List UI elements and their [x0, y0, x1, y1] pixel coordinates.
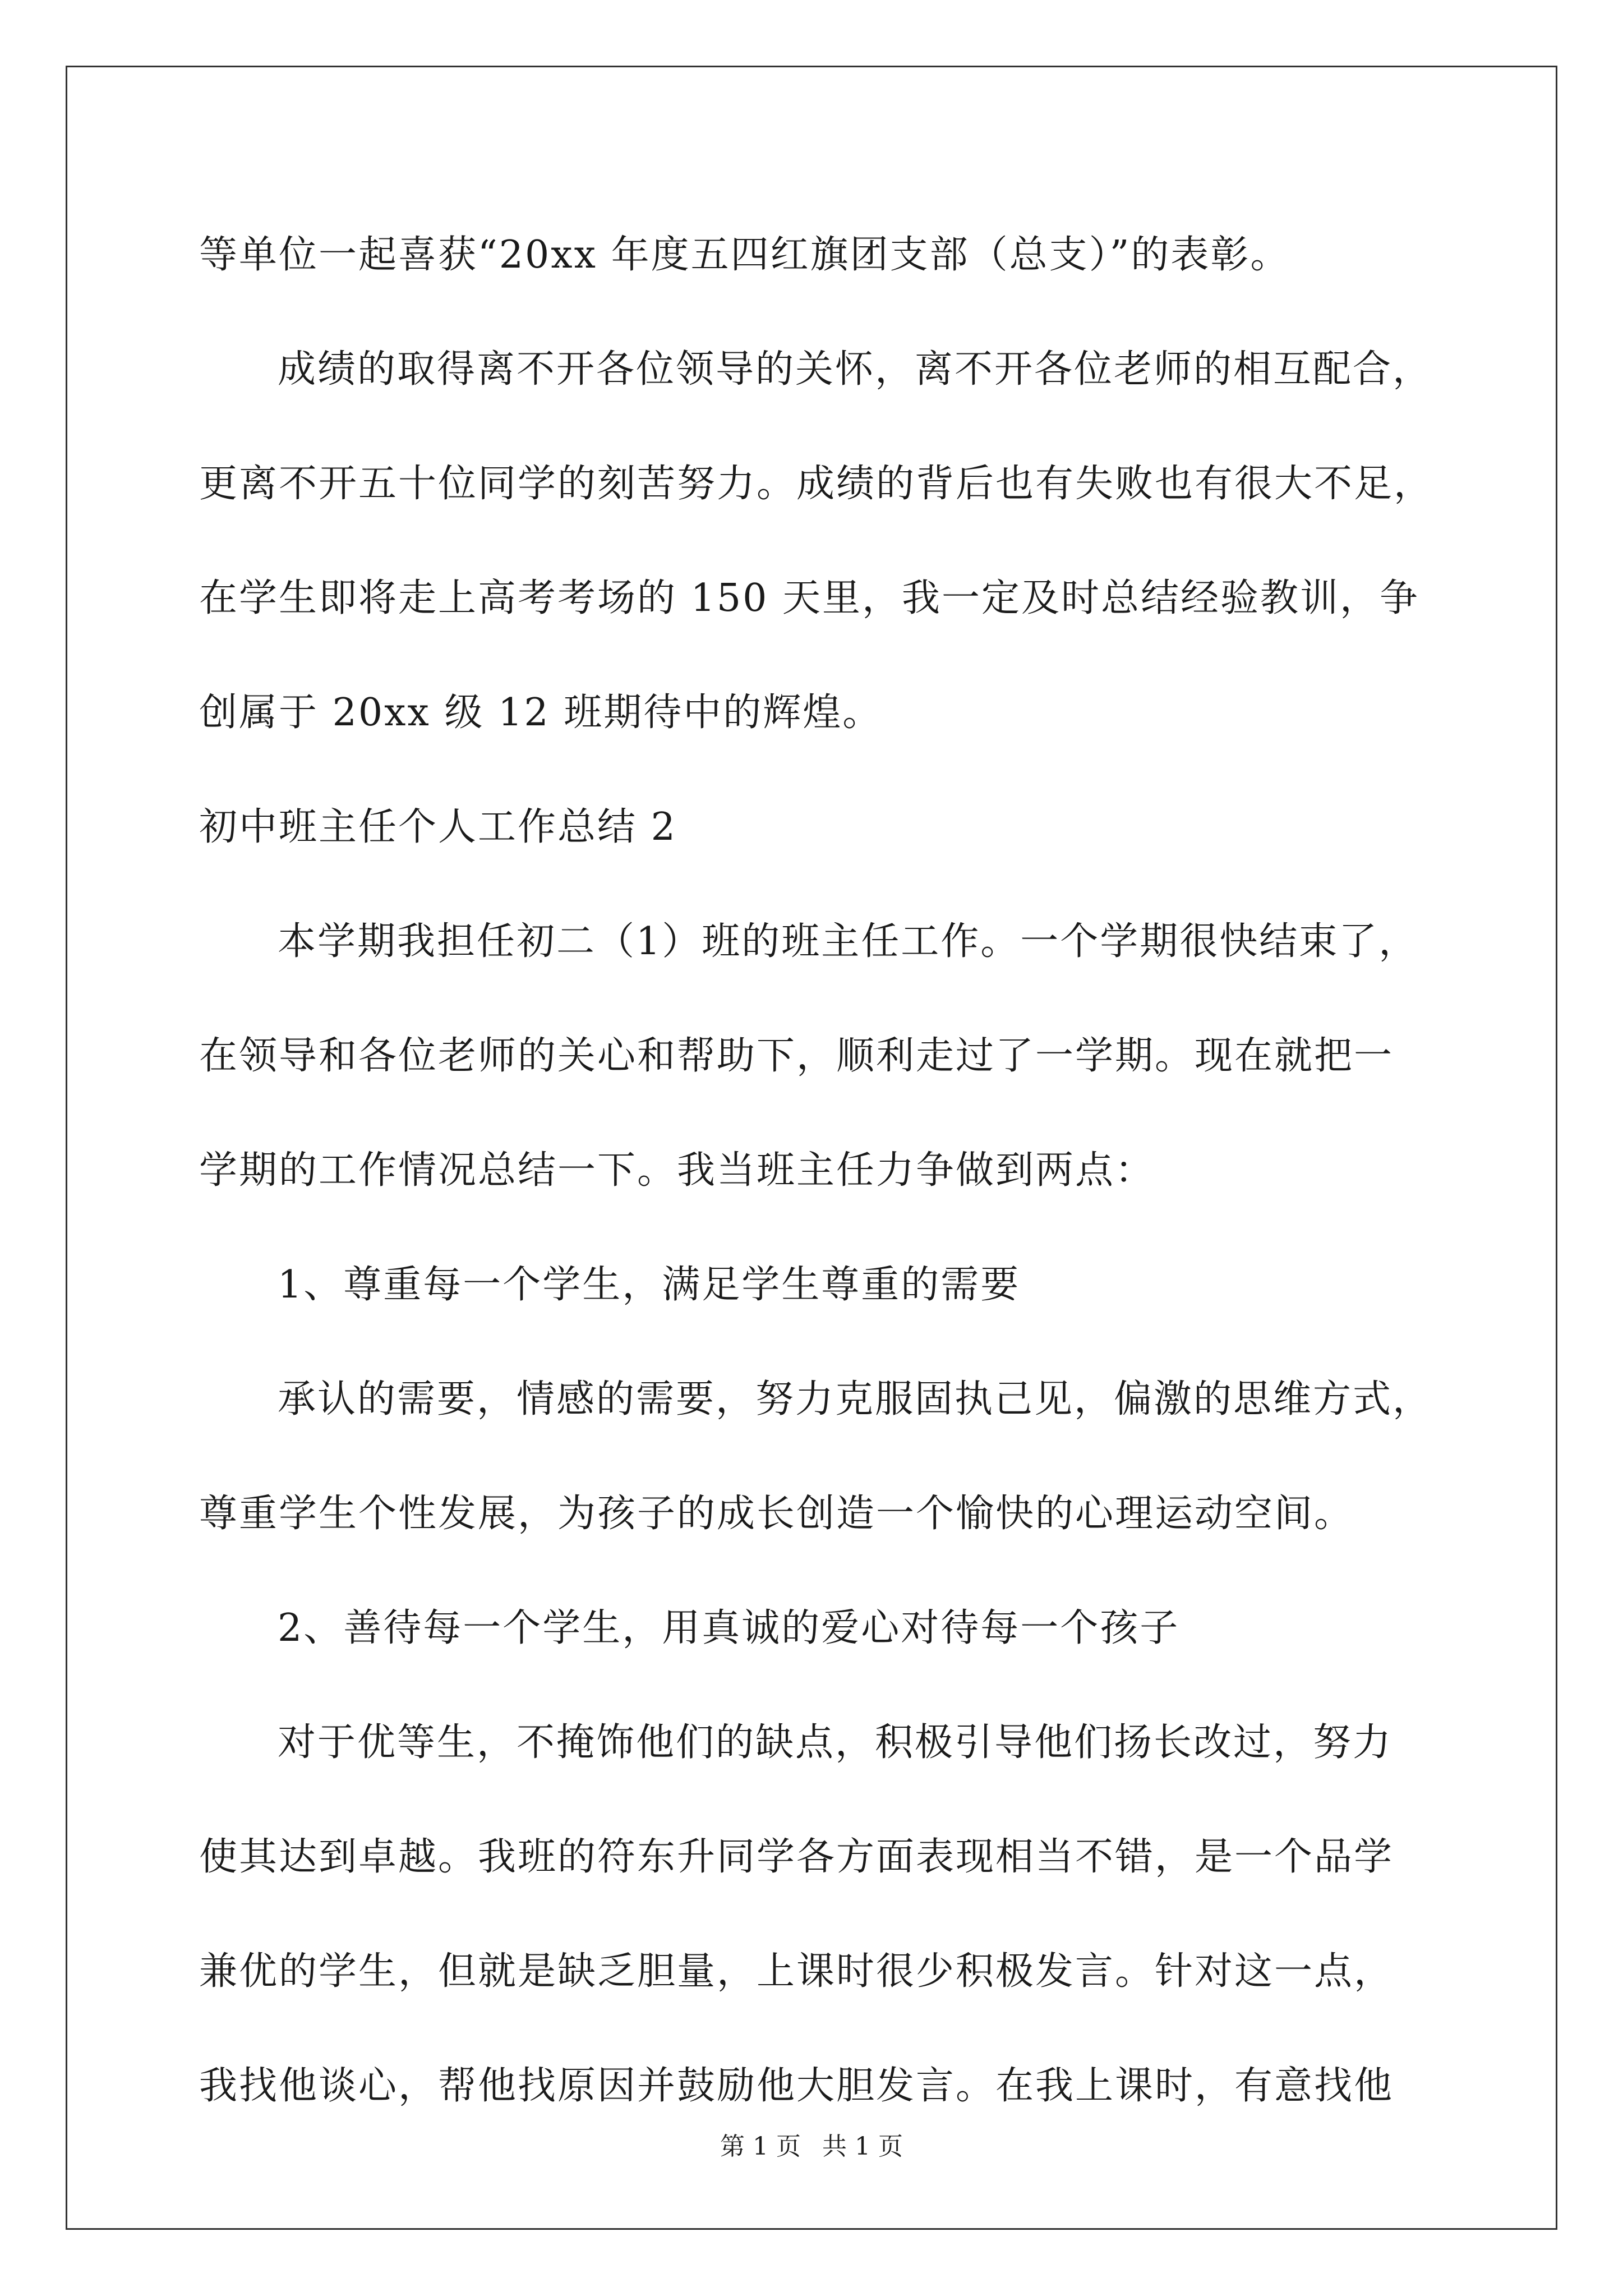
- text-line: 使其达到卓越。我班的符东升同学各方面表现相当不错，是一个品学: [199, 1835, 1394, 1879]
- text-line: 对于优等生，不掩饰他们的缺点，积极引导他们扬长改过，努力: [278, 1720, 1393, 1765]
- list-item-heading: 2、善待每一个学生，用真诚的爱心对待每一个孩子: [278, 1606, 1180, 1650]
- text-line: 我找他谈心，帮他找原因并鼓励他大胆发言。在我上课时，有意找他: [199, 2064, 1394, 2108]
- text-line: 尊重学生个性发展，为孩子的成长创造一个愉快的心理运动空间。: [199, 1492, 1354, 1536]
- text-line: 成绩的取得离不开各位领导的关怀，离不开各位老师的相互配合，: [278, 347, 1433, 392]
- text-line: 本学期我担任初二（1）班的班主任工作。一个学期很快结束了，: [278, 919, 1419, 964]
- text-line: 在学生即将走上高考考场的 150 天里，我一定及时总结经验教训，争: [199, 576, 1420, 620]
- page-number: 第 1 页: [720, 2132, 801, 2161]
- text-line: 承认的需要，情感的需要，努力克服固执己见，偏激的思维方式，: [278, 1377, 1433, 1421]
- text-line: 等单位一起喜获“20xx 年度五四红旗团支部（总支）”的表彰。: [199, 233, 1290, 277]
- text-line: 在领导和各位老师的关心和帮助下，顺利走过了一学期。现在就把一: [199, 1034, 1394, 1078]
- list-item-heading: 1、尊重每一个学生，满足学生尊重的需要: [278, 1263, 1021, 1307]
- text-line: 更离不开五十位同学的刻苦努力。成绩的背后也有失败也有很大不足，: [199, 462, 1434, 506]
- page-total: 共 1 页: [822, 2132, 903, 2161]
- page-footer: [0, 2126, 1623, 2162]
- text-line: 学期的工作情况总结一下。我当班主任力争做到两点：: [199, 1148, 1155, 1193]
- document-body: [199, 213, 1478, 2159]
- section-heading: 初中班主任个人工作总结 2: [199, 805, 677, 849]
- text-line: 创属于 20xx 级 12 班期待中的辉煌。: [199, 691, 883, 735]
- text-line: 兼优的学生，但就是缺乏胆量，上课时很少积极发言。针对这一点，: [199, 1949, 1394, 1994]
